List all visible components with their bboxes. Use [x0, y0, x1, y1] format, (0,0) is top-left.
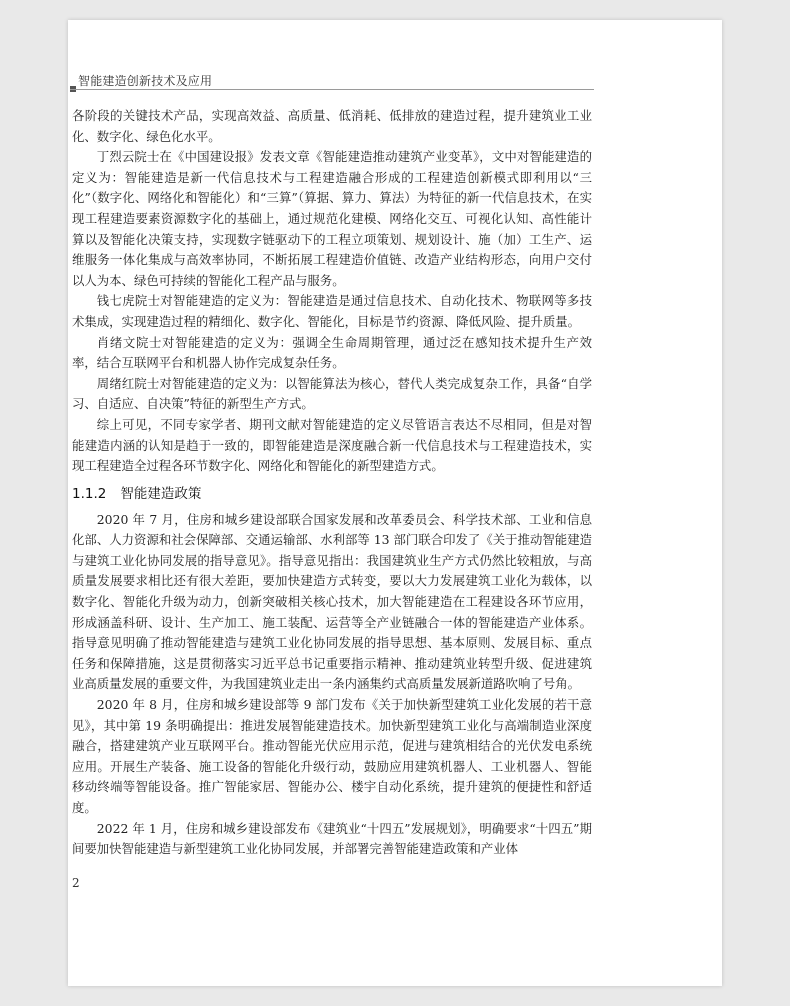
paragraph: 2022 年 1 月，住房和城乡建设部发布《建筑业“十四五”发展规划》，明确要求“十四五”期间要加快智能建造与新型建筑工业化协同发展，并部署完善智能建造政策和产业体	[72, 820, 592, 857]
paragraph: 各阶段的关键技术产品，实现高效益、高质量、低消耗、低排放的建造过程，提升建筑业工业化、数字化、绿色化水平。	[72, 108, 592, 144]
paragraph: 2020 年 8 月，住房和城乡建设部等 9 部门发布《关于加快新型建筑工业化发展的若干意见》，其中第 19 条明确提出：推进发展智能建造技术。加快新型建筑工业化与高端制造业深度融合，搭建建筑产业互联网平台。推动智能光伏应用示范，促进与建筑相结合的光伏发电系统应用。开展生产装备、施工设备的智能化升级行动，鼓励应用建筑机器人、工业机器人、智能移动终端等智能设备。推广智能家居、智能办公、楼宇自动化系统，提升建筑的便捷性和舒适度。	[72, 697, 592, 815]
section-heading	[72, 484, 592, 504]
page-number: 2	[72, 876, 80, 890]
section-number: 1.1.2	[72, 485, 107, 502]
running-title: 智能建造创新技术及应用	[78, 74, 213, 88]
paragraph: 综上可见，不同专家学者、期刊文献对智能建造的定义尽管语言表达不尽相同，但是对智能建造内涵的认知是趋于一致的，即智能建造是深度融合新一代信息技术与工程建造技术，实现工程建造全过程各环节数字化、网络化和智能化的新型建造方式。	[72, 416, 592, 474]
page-body	[72, 106, 592, 860]
paragraph: 丁烈云院士在《中国建设报》发表文章《智能建造推动建筑产业变革》，文中对智能建造的定义为：智能建造是新一代信息技术与工程建造融合形成的工程建造创新模式即利用以“三化”（数字化、网络化和智能化）和“三算”（算据、算力、算法）为特征的新一代信息技术，在实现工程建造要素资源数字化的基础上，通过规范化建模、网络化交互、可视化认知、高性能计算以及智能化决策支持，实现数字链驱动下的工程立项策划、规划设计、施（加）工生产、运维服务一体化集成与高效率协同，不断拓展工程建造价值链、改造产业结构形态，向用户交付以人为本、绿色可持续的智能化工程产品与服务。	[72, 149, 592, 288]
paragraph: 周绪红院士对智能建造的定义为：以智能算法为核心，替代人类完成复杂工作，具备“自学习、自适应、自决策”特征的新型生产方式。	[72, 375, 592, 412]
paragraph: 2020 年 7 月，住房和城乡建设部联合国家发展和改革委员会、科学技术部、工业和信息化部、人力资源和社会保障部、交通运输部、水利部等 13 部门联合印发了《关于推动智能建造与建筑工业化协同发展的指导意见》。指导意见指出：我国建筑业生产方式仍然比较粗放，与高质量发展要求相比还有很大差距，要加快建造方式转变，要以大力发展建筑工业化为载体，以数字化、智能化升级为动力，创新突破相关核心技术，加大智能建造在工程建设各环节应用，形成涵盖科研、设计、生产加工、施工装配、运营等全产业链融合一体的智能建造产业体系。指导意见明确了推动智能建造与建筑工业化协同发展的指导思想、基本原则、发展目标、重点任务和保障措施，这是贯彻落实习近平总书记重要指示精神、推动建筑业转型升级、促进建筑业高质量发展的重要文件，为我国建筑业走出一条内涵集约式高质量发展新道路吹响了号角。	[72, 511, 592, 692]
section-title: 智能建造政策	[120, 485, 202, 502]
paragraph: 钱七虎院士对智能建造的定义为：智能建造是通过信息技术、自动化技术、物联网等多技术集成，实现建造过程的精细化、数字化、智能化，目标是节约资源、降低风险、提升质量。	[72, 293, 592, 329]
paragraph: 肖绪文院士对智能建造的定义为：强调全生命周期管理，通过泛在感知技术提升生产效率，结合互联网平台和机器人协作完成复杂任务。	[72, 334, 592, 371]
header-rule	[70, 89, 594, 90]
